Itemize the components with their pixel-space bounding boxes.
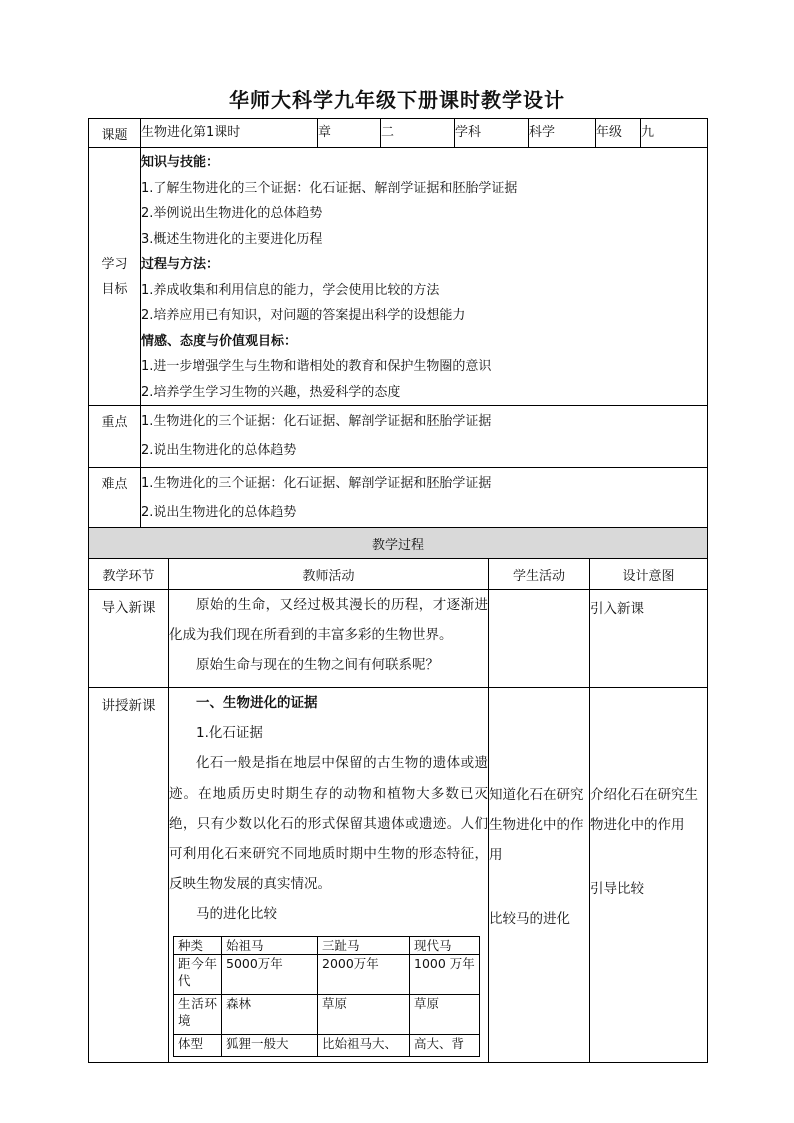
horse-caption: 马的进化比较 <box>196 906 277 923</box>
knowledge-item: 3.概述生物进化的主要进化历程 <box>141 231 323 247</box>
subject-label: 课题 <box>89 119 141 148</box>
key-points-row <box>89 406 708 468</box>
teaching-process-table <box>88 527 708 1063</box>
difficult-point-item: 1.生物进化的三个证据：化石证据、解剖学证据和胚胎学证据 <box>141 476 492 491</box>
horse-cell: 草原 <box>318 994 410 1034</box>
header-intent: 设计意图 <box>590 559 708 590</box>
intro-student <box>489 590 590 688</box>
horse-cell: 5000万年 <box>222 954 318 994</box>
horse-cell: 生活环境 <box>174 994 222 1034</box>
horse-row <box>174 954 480 994</box>
knowledge-heading: 知识与技能： <box>141 155 220 170</box>
difficult-point-item: 2.说出生物进化的总体趋势 <box>141 505 297 520</box>
horse-header: 始祖马 <box>222 936 318 954</box>
intent-1: 介绍化石在研究生物进化中的作用 <box>590 787 698 833</box>
intro-question: 原始生命与现在的生物之间有何联系呢？ <box>196 657 439 674</box>
student-activity-2: 比较马的进化 <box>489 911 570 927</box>
lecture-student <box>489 688 590 1063</box>
difficult-points-label: 难点 <box>89 468 141 530</box>
goals-content <box>141 148 708 406</box>
info-row <box>89 119 708 148</box>
course-value: 科学 <box>529 119 596 148</box>
student-activity-1: 知道化石在研究生物进化中的作用 <box>489 787 584 863</box>
key-point-item: 1.生物进化的三个证据：化石证据、解剖学证据和胚胎学证据 <box>141 414 492 429</box>
difficult-points-content <box>141 468 708 530</box>
course-label: 学科 <box>455 119 529 148</box>
horse-cell: 1000 万年 <box>410 954 480 994</box>
process-item: 1.养成收集和利用信息的能力，学会使用比较的方法 <box>141 282 440 298</box>
subject-value: 生物进化第1课时 <box>141 119 318 148</box>
horse-cell: 距今年代 <box>174 954 222 994</box>
header-teacher: 教师活动 <box>169 559 489 590</box>
intro-intent: 引入新课 <box>590 590 708 688</box>
chapter-value: 二 <box>381 119 455 148</box>
horse-cell: 高大、背 <box>410 1034 480 1056</box>
process-item: 2.培养应用已有知识，对问题的答案提出科学的设想能力 <box>141 308 466 323</box>
lecture-teacher <box>169 688 489 1063</box>
horse-cell: 比始祖马大、 <box>318 1034 410 1056</box>
header-student: 学生活动 <box>489 559 590 590</box>
intent-2: 引导比较 <box>590 881 644 897</box>
key-points-label: 重点 <box>89 406 141 468</box>
attitude-item: 2.培养学生学习生物的兴趣，热爱科学的态度 <box>141 384 401 400</box>
grade-label: 年级 <box>596 119 641 148</box>
attitude-item: 1.进一步增强学生与生物和谐相处的教育和保护生物圈的意识 <box>141 359 492 374</box>
process-title-row <box>89 528 708 559</box>
intro-teacher <box>169 590 489 688</box>
lecture-intent <box>590 688 708 1063</box>
subheading: 1.化石证据 <box>196 725 263 742</box>
horse-cell: 草原 <box>410 994 480 1034</box>
lecture-row <box>89 688 708 1063</box>
horse-header-row <box>174 936 480 954</box>
process-title: 教学过程 <box>89 528 708 559</box>
difficult-points-row <box>89 468 708 530</box>
process-header-row <box>89 559 708 590</box>
chapter-label: 章 <box>318 119 381 148</box>
grade-value: 九 <box>641 119 708 148</box>
intro-paragraph: 原始的生命，又经过极其漫长的历程，才逐渐进化成为我们现在所看到的丰富多彩的生物世界。 <box>169 597 488 644</box>
horse-cell: 狐狸一般大 <box>222 1034 318 1056</box>
section-heading: 一、生物进化的证据 <box>196 695 318 711</box>
horse-cell: 2000万年 <box>318 954 410 994</box>
horse-header: 三趾马 <box>318 936 410 954</box>
horse-header: 种类 <box>174 936 222 954</box>
knowledge-item: 2.举例说出生物进化的总体趋势 <box>141 206 323 221</box>
intro-stage: 导入新课 <box>89 590 169 688</box>
process-heading: 过程与方法： <box>141 257 220 272</box>
knowledge-item: 1.了解生物进化的三个证据：化石证据、解剖学证据和胚胎学证据 <box>141 180 518 196</box>
horse-header: 现代马 <box>410 936 480 954</box>
goals-label-line1: 学习 <box>101 256 128 272</box>
goals-row <box>89 148 708 406</box>
horse-row <box>174 994 480 1034</box>
key-points-content <box>141 406 708 468</box>
lecture-stage: 讲授新课 <box>89 688 169 1063</box>
horse-comparison-table <box>173 936 480 1057</box>
goals-label-line2: 目标 <box>101 281 128 297</box>
lesson-info-table <box>88 118 708 530</box>
horse-cell: 体型 <box>174 1034 222 1056</box>
header-stage: 教学环节 <box>89 559 169 590</box>
attitude-heading: 情感、态度与价值观目标： <box>141 333 298 349</box>
goals-label <box>89 148 141 406</box>
key-point-item: 2.说出生物进化的总体趋势 <box>141 443 297 458</box>
intro-row <box>89 590 708 688</box>
fossil-paragraph: 化石一般是指在地层中保留的古生物的遗体或遗迹。在地质历史时期生存的动物和植物大多数已灭绝，只有少数以化石的形式保留其遗体或遗迹。人们可利用化石来研究不同地质时期中生物的形态特征，反映生物发展的真实情况。 <box>169 755 488 893</box>
horse-row <box>174 1034 480 1056</box>
horse-cell: 森林 <box>222 994 318 1034</box>
page-title: 华师大科学九年级下册课时教学设计 <box>229 88 565 112</box>
